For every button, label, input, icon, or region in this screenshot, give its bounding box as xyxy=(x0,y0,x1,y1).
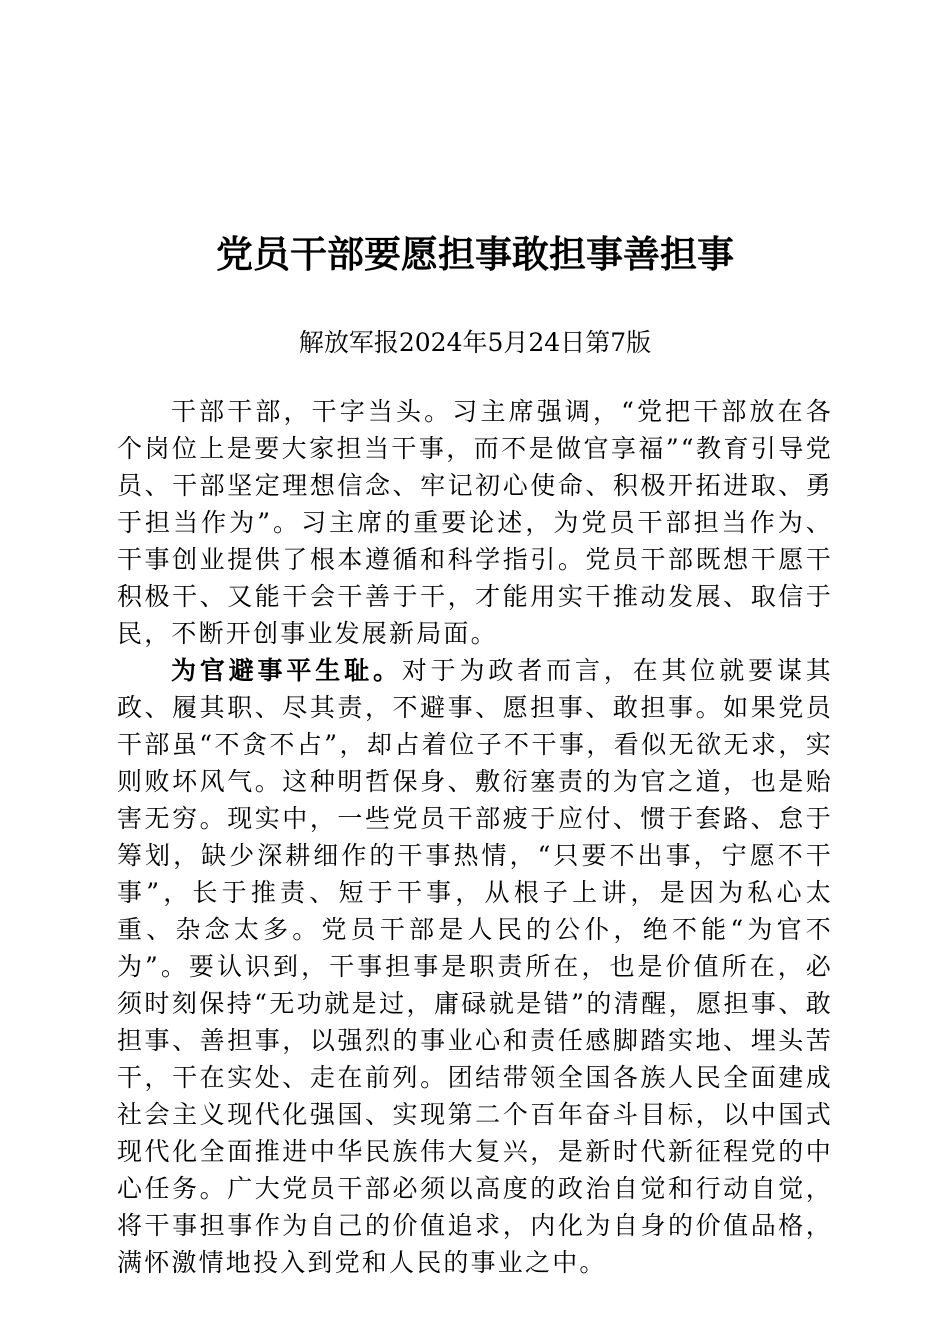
paragraph-lead: 为官避事平生耻。 xyxy=(171,656,402,685)
paragraph-2 xyxy=(117,652,833,1281)
article-body xyxy=(117,393,833,1281)
paragraph-text: 对于为政者而言，在其位就要谋其政、履其职、尽其责，不避事、愿担事、敢担事。如果党员干部虽“不贪不占”，却占着位子不干事，看似无欲无求，实则败坏风气。这种明哲保身、敷衍塞责的为官之道，也是贻害无穷。现实中，一些党员干部疲于应付、惯于套路、怠于筹划，缺少深耕细作的干事热情，“只要不出事，宁愿不干事”，长于推责、短于干事，从根子上讲，是因为私心太重、杂念太多。党员干部是人民的公仆，绝不能“为官不为”。要认识到，干事担事是职责所在，也是价值所在，必须时刻保持“无功就是过，庸碌就是错”的清醒，愿担事、敢担事、善担事，以强烈的事业心和责任感脚踏实地、埋头苦干，干在实处、走在前列。团结带领全国各族人民全面建成社会主义现代化强国、实现第二个百年奋斗目标，以中国式现代化全面推进中华民族伟大复兴，是新时代新征程党的中心任务。广大党员干部必须以高度的政治自觉和行动自觉，将干事担事作为自己的价值追求，内化为自身的价值品格，满怀激情地投入到党和人民的事业之中。 xyxy=(117,656,833,1277)
paragraph-text: 干部干部，干字当头。习主席强调，“党把干部放在各个岗位上是要大家担当干事，而不是做官享福”“教育引导党员、干部坚定理想信念、牢记初心使命、积极开拓进取、勇于担当作为”。习主席的重要论述，为党员干部担当作为、干事创业提供了根本遵循和科学指引。党员干部既想干愿干积极干、又能干会干善于干，才能用实干推动发展、取信于民，不断开创事业发展新局面。 xyxy=(117,397,833,648)
article-title: 党员干部要愿担事敢担事善担事 xyxy=(216,232,734,276)
article-source: 解放军报2024年5月24日第7版 xyxy=(298,328,652,357)
paragraph-1 xyxy=(117,393,833,652)
